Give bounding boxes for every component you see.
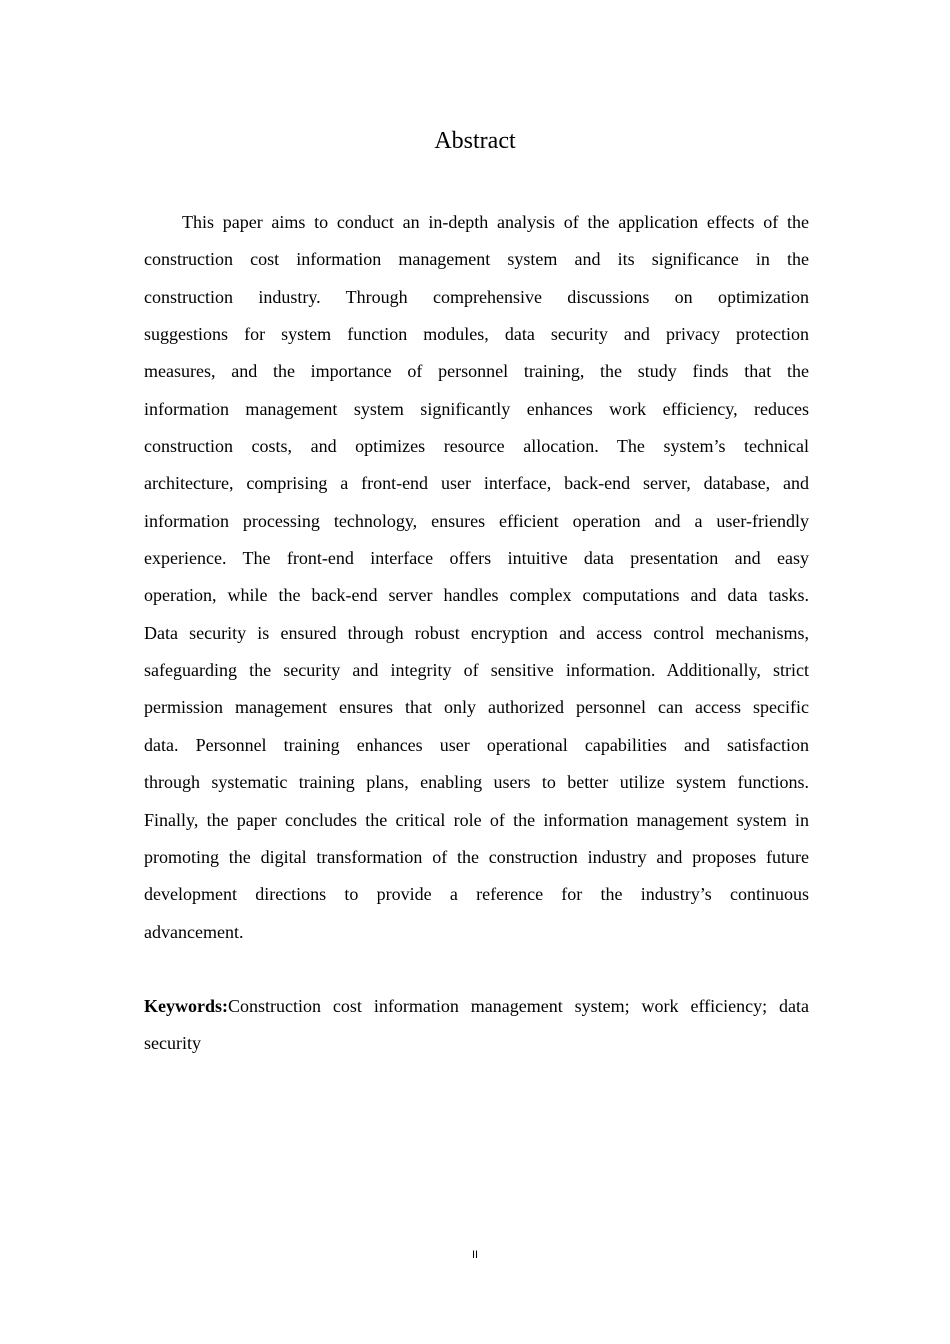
abstract-line: This paper aims to conduct an in-depth analysis of the application effects of the bbox=[182, 212, 809, 232]
abstract-line: construction industry. Through comprehensive discussions on optimization bbox=[144, 286, 809, 307]
keywords-label: Keywords: bbox=[144, 996, 228, 1016]
abstract-line: experience. The front-end interface offers intuitive data presentation and easy bbox=[144, 548, 809, 569]
keywords-line-2: security bbox=[144, 1033, 201, 1054]
keywords-text: Construction cost information management system; work efficiency; data bbox=[228, 996, 809, 1016]
abstract-line: advancement. bbox=[144, 921, 244, 942]
abstract-line: information processing technology, ensures efficient operation and a user-friendly bbox=[144, 510, 809, 531]
abstract-line: Data security is ensured through robust encryption and access control mechanisms, bbox=[144, 622, 809, 643]
abstract-line: operation, while the back-end server handles complex computations and data tasks. bbox=[144, 585, 809, 606]
page-number: II bbox=[471, 1249, 479, 1261]
abstract-line: Finally, the paper concludes the critical role of the information management system in bbox=[144, 809, 809, 830]
abstract-line: development directions to provide a reference for the industry’s continuous bbox=[144, 884, 809, 905]
abstract-line: promoting the digital transformation of the construction industry and proposes future bbox=[144, 846, 809, 867]
keywords-line-1 bbox=[144, 988, 809, 1025]
abstract-line: construction costs, and optimizes resource allocation. The system’s technical bbox=[144, 436, 809, 457]
abstract-line: construction cost information management system and its significance in the bbox=[144, 249, 809, 270]
abstract-line: permission management ensures that only authorized personnel can access specific bbox=[144, 697, 809, 718]
abstract-paragraph bbox=[144, 204, 809, 951]
abstract-line: architecture, comprising a front-end user interface, back-end server, database, and bbox=[144, 473, 809, 494]
keywords-section bbox=[144, 988, 809, 1063]
abstract-line: measures, and the importance of personnel training, the study finds that the bbox=[144, 361, 809, 382]
abstract-line: safeguarding the security and integrity of sensitive information. Additionally, strict bbox=[144, 660, 809, 681]
abstract-line: information management system significantly enhances work efficiency, reduces bbox=[144, 398, 809, 419]
abstract-line: data. Personnel training enhances user operational capabilities and satisfaction bbox=[144, 734, 809, 755]
abstract-line: suggestions for system function modules, data security and privacy protection bbox=[144, 324, 809, 345]
abstract-line: through systematic training plans, enabling users to better utilize system functions. bbox=[144, 772, 809, 793]
page-title: Abstract bbox=[434, 128, 516, 154]
